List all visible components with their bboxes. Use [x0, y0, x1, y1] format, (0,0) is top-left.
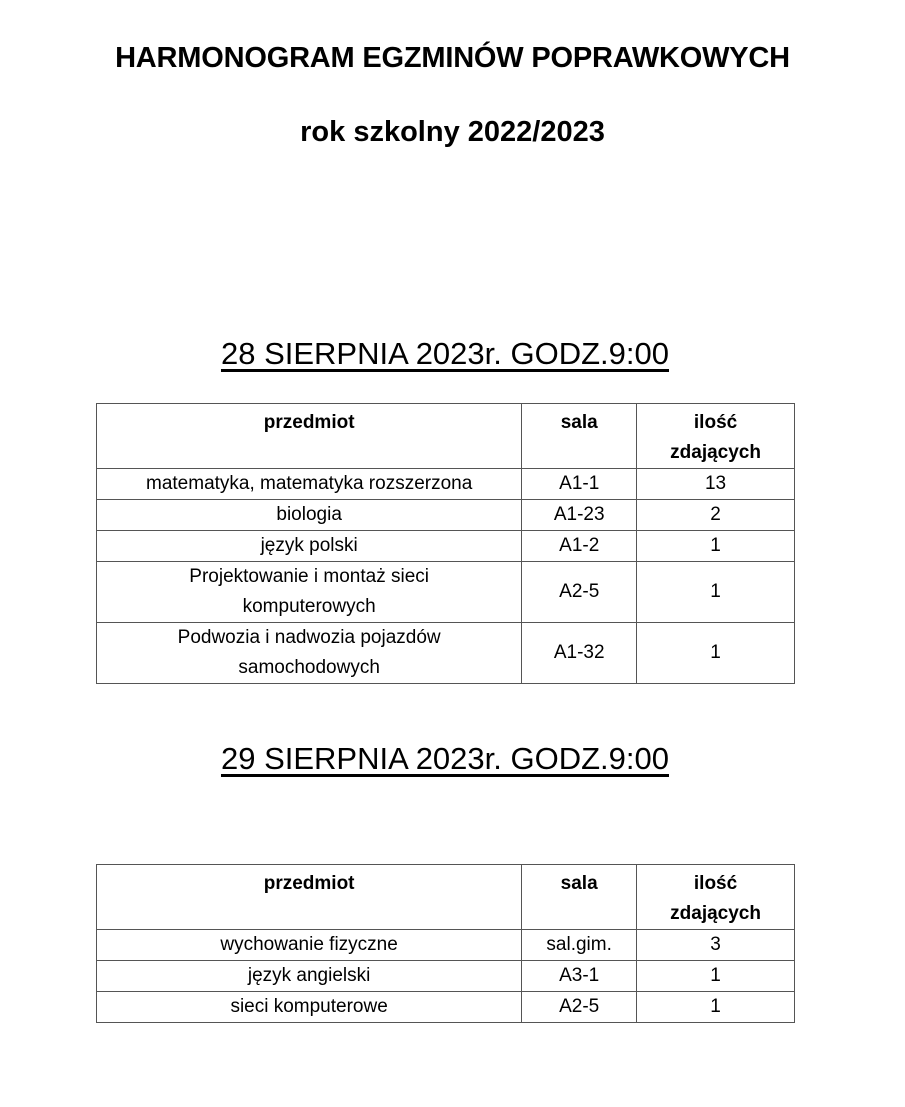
header-count-line1: ilość — [693, 873, 738, 894]
date-heading-day1: 28 SIERPNIA 2023r. GODZ.9:00 — [220, 336, 669, 371]
header-count-line1: ilość — [693, 412, 738, 433]
cell-count: 3 — [637, 930, 795, 961]
table-row — [97, 961, 795, 992]
cell-count: 1 — [637, 961, 795, 992]
table-header-row — [97, 404, 795, 469]
table-row — [97, 469, 795, 500]
cell-room: A1-1 — [522, 469, 637, 500]
cell-room: A1-2 — [522, 531, 637, 562]
cell-room: A1-32 — [522, 623, 637, 684]
cell-room: sal.gim. — [522, 930, 637, 961]
cell-subject-line2: komputerowych — [242, 596, 376, 617]
cell-subject-line1: Projektowanie i montaż sieci — [189, 566, 429, 587]
header-count — [637, 865, 795, 930]
header-subject: przedmiot — [97, 865, 522, 930]
cell-subject: wychowanie fizyczne — [97, 930, 522, 961]
exam-table-day1 — [96, 403, 795, 684]
cell-count: 1 — [637, 992, 795, 1023]
table-header-row — [97, 865, 795, 930]
school-year-subtitle: rok szkolny 2022/2023 — [300, 116, 605, 148]
cell-room: A1-23 — [522, 500, 637, 531]
cell-room: A2-5 — [522, 992, 637, 1023]
cell-count: 1 — [637, 531, 795, 562]
header-room: sala — [522, 865, 637, 930]
table-row — [97, 930, 795, 961]
cell-subject — [97, 623, 522, 684]
header-count — [637, 404, 795, 469]
table-row — [97, 562, 795, 623]
cell-subject — [97, 562, 522, 623]
table-row — [97, 623, 795, 684]
exam-table-day2 — [96, 864, 795, 1023]
header-subject: przedmiot — [97, 404, 522, 469]
table-row — [97, 531, 795, 562]
cell-subject: matematyka, matematyka rozszerzona — [97, 469, 522, 500]
cell-room: A2-5 — [522, 562, 637, 623]
cell-subject: biologia — [97, 500, 522, 531]
table-row — [97, 500, 795, 531]
cell-subject-line2: samochodowych — [238, 657, 380, 678]
cell-subject: sieci komputerowe — [97, 992, 522, 1023]
cell-subject: język angielski — [97, 961, 522, 992]
cell-count: 2 — [637, 500, 795, 531]
cell-room: A3-1 — [522, 961, 637, 992]
cell-subject-line1: Podwozia i nadwozia pojazdów — [177, 627, 441, 648]
cell-count: 1 — [637, 562, 795, 623]
cell-count: 13 — [637, 469, 795, 500]
document-title: HARMONOGRAM EGZMINÓW POPRAWKOWYCH — [115, 42, 790, 74]
cell-count: 1 — [637, 623, 795, 684]
cell-subject: język polski — [97, 531, 522, 562]
table-row — [97, 992, 795, 1023]
date-heading-day2: 29 SIERPNIA 2023r. GODZ.9:00 — [220, 741, 669, 776]
header-room: sala — [522, 404, 637, 469]
header-count-line2: zdających — [670, 442, 761, 463]
header-count-line2: zdających — [670, 903, 761, 924]
